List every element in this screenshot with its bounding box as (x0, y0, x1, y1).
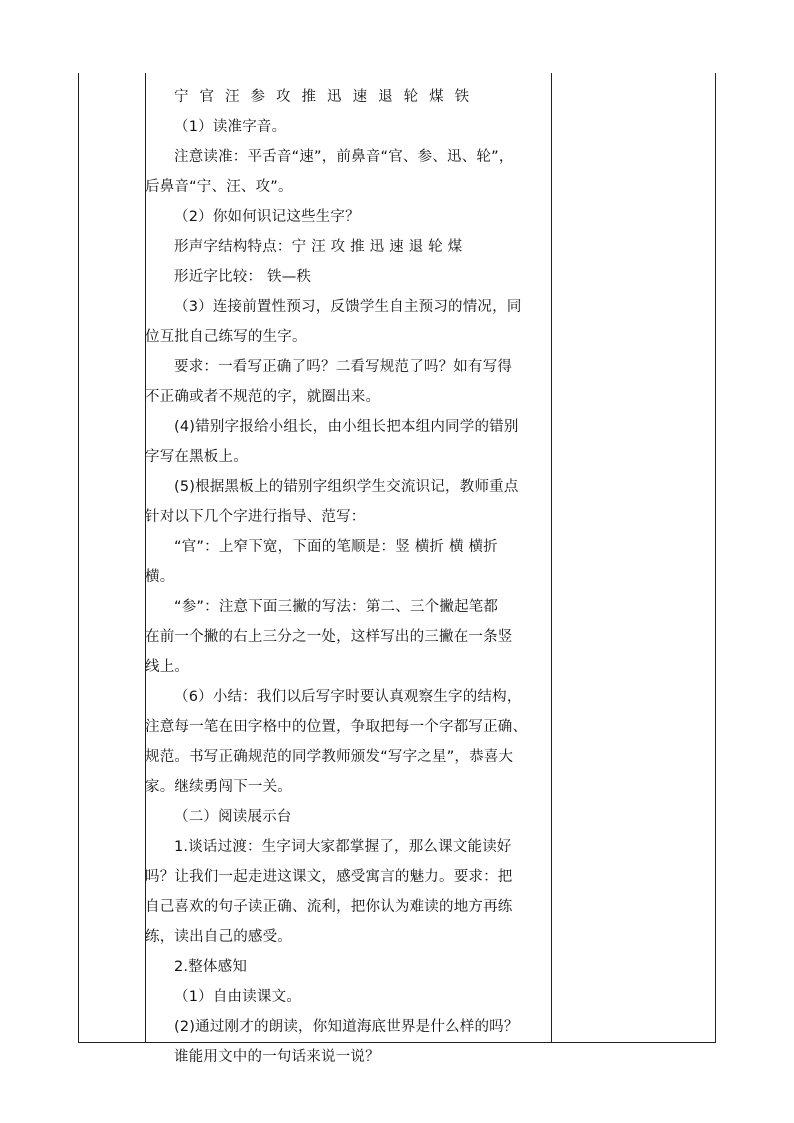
text-line: 1.谈话过渡：生字词大家都掌握了，那么课文能读好 (174, 839, 512, 855)
text-line: （1）自由读课文。 (174, 989, 302, 1005)
text-line: 2.整体感知 (174, 959, 248, 975)
text-line: 形声字结构特点：宁 汪 攻 推 迅 速 退 轮 煤 (174, 239, 463, 255)
text-line: 在前一个撇的右上三分之一处，这样写出的三撇在一条竖 (145, 629, 513, 645)
text-line: 线上。 (145, 659, 190, 675)
text-line: (2)通过刚才的朗读，你知道海底世界是什么样的吗？ (174, 1019, 519, 1035)
text-line: （3）连接前置性预习，反馈学生自主预习的情况，同 (174, 299, 522, 315)
text-line: 后鼻音“宁、汪、攻”。 (145, 179, 293, 195)
text-line: （6）小结：我们以后写字时要认真观察生字的结构， (174, 689, 522, 705)
text-line: 不正确或者不规范的字，就圈出来。 (145, 389, 381, 405)
text-line: 针对以下几个字进行指导、范写： (145, 509, 366, 525)
text-line: 注意读准：平舌音“速”，前鼻音“官、参、迅、轮”， (174, 149, 514, 165)
text-line: (5)根据黑板上的错别字组织学生交流识记，教师重点 (174, 479, 519, 495)
text-line: 要求：一看写正确了吗？二看写规范了吗？如有写得 (174, 359, 513, 375)
text-line: 规范。书写正确规范的同学教师颁发“写字之星”，恭喜大 (145, 749, 514, 765)
text-line: 形近字比较： 铁—秩 (174, 269, 312, 285)
text-line: “官”：上窄下宽，下面的笔顺是：竖 横折 横 横折 (174, 539, 498, 555)
text-line: 位互批自己练写的生字。 (145, 329, 307, 345)
text-line: 家。继续勇闯下一关。 (145, 779, 292, 795)
text-line: 谁能用文中的一句话来说一说？ (174, 1049, 380, 1065)
text-line: 练，读出自己的感受。 (145, 929, 292, 945)
text-line: （1）读准字音。 (174, 119, 287, 135)
text-line: 自己喜欢的句子读正确、流利，把你认为难读的地方再练 (145, 899, 513, 915)
text-line: 字写在黑板上。 (145, 449, 248, 465)
text-line: (4)错别字报给小组长，由小组长把本组内同学的错别 (174, 419, 519, 435)
text-line: “参”：注意下面三撇的写法：第二、三个撇起笔都 (174, 599, 499, 615)
section-heading: （二）阅读展示台 (174, 809, 292, 825)
text-line: 横。 (145, 569, 175, 585)
new-characters-line: 宁 官 汪 参 攻 推 迅 速 退 轮 煤 铁 (174, 89, 473, 105)
text-line: 吗？让我们一起走进这课文，感受寓言的魅力。要求：把 (145, 869, 513, 885)
lesson-content (145, 82, 551, 1072)
table-column-divider-right (551, 73, 552, 1042)
text-line: 注意每一笔在田字格中的位置，争取把每一个字都写正确、 (145, 719, 528, 735)
text-line: （2）你如何识记这些生字？ (174, 209, 360, 225)
